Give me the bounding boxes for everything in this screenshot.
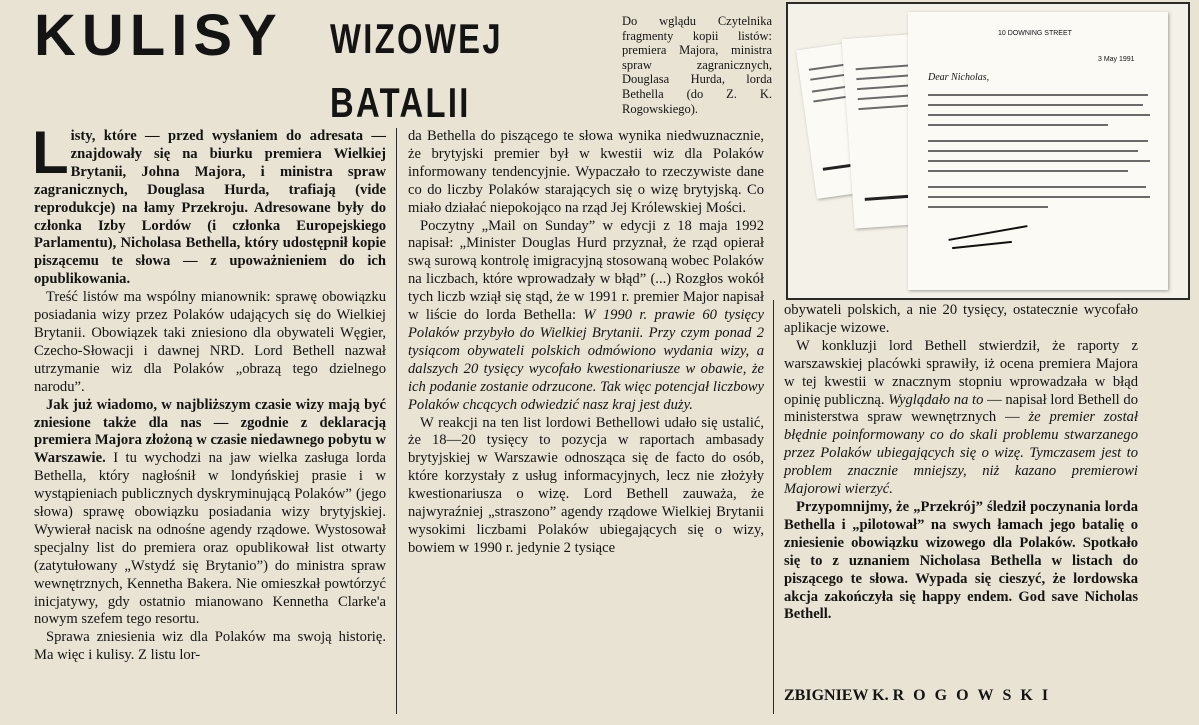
headline-word-wizowej: WIZOWEJ bbox=[330, 15, 503, 62]
paragraph: Poczytny „Mail on Sunday” w edycji z 18 maja 1992 napisał: „Minister Douglas Hurd przyznał, że rząd opierał swą surową kontrolę imigracyjną stosowaną wobec Polaków na liczbach, które wprowadzały w błąd” (...) Rozgłos wokół tych liczb wziął się stąd, że w 1991 r. premier Major napisał w liście do lorda Bethella: W 1990 r. prawie 60 tysięcy Polaków przybyło do Wielkiej Brytanii. Przy czym ponad 2 tysiącom obywateli polskich odmówiono wydania wizy, a dalszych 20 tysięcy wycofało kwestionariusze w obawie, że ich podanie zostanie odrzucone. Tak więc potencjał liczbowy Polaków chcących odwiedzić nasz kraj jest duży. bbox=[408, 217, 764, 413]
paragraph: Sprawa zniesienia wiz dla Polaków ma swoją historię. Ma więc i kulisy. Z listu lor- bbox=[34, 629, 386, 664]
headline-word-kulisy: KULISY bbox=[34, 3, 283, 68]
letter-date: 3 May 1991 bbox=[1098, 56, 1135, 63]
article-column-3 bbox=[784, 302, 1138, 624]
signature-mark bbox=[952, 241, 1012, 249]
paragraph: W reakcji na ten list lordowi Bethellowi udało się ustalić, że 18—20 tysięcy to pozycja w raportach ambasady brytyjskiej w Warszawie odnosząca się de facto do osób, które korzystały z usług informacyjnych, lecz nie złożyły kwestionariusza o wizę. Lord Bethell zauważa, że najwyraźniej „straszono” agendy rządowe Wielkiej Brytanii wysokimi liczbami Polaków ubiegających się o wizy, bowiem w 1990 r. jedynie 2 tysiące bbox=[408, 414, 764, 556]
column-rule bbox=[773, 300, 774, 714]
drop-cap: L bbox=[32, 119, 69, 186]
letter-page-front bbox=[908, 12, 1168, 290]
paragraph: Przypomnijmy, że „Przekrój” śledził poczynania lorda Bethella i „pilotował” na swych łamach jego batalię o zniesienie obowiązku wizowego dla Polaków. Spotkało się to z uznaniem Nicholasa Bethella w listach do piszącego te słowa. Wypada się cieszyć, że lordowska akcja zakończyła się happy endem. God save Nicholas Bethell. bbox=[784, 498, 1138, 623]
author-signature: ZBIGNIEW K. ROGOWSKI bbox=[784, 687, 1058, 704]
letterhead: 10 DOWNING STREET bbox=[998, 30, 1072, 37]
photo-caption: Do wglądu Czytelnika fragmenty kopii listów: premiera Majora, ministra spraw zagranicznych, Douglasa Hurda, lorda Bethella (do Z. K. Rogowskiego). bbox=[622, 14, 772, 116]
signature-mark bbox=[948, 225, 1027, 241]
article-column-1 bbox=[32, 119, 386, 665]
paragraph: W konkluzji lord Bethell stwierdził, że raporty z warszawskiej placówki sprawiły, iż ocena premiera Majora w tej kwestii w znacznym stopniu wprowadzała w błąd opinię publiczną. Wyglądało na to — napisał lord Bethell do ministerstwa spraw wewnętrznych — że premier został błędnie poinformowany co do skali problemu stwarzanego przez Polaków ubiegających się o wizę. Tymczasem jest to problem znacznie mniejszy, niż kazano premierowi Majorowi wierzyć. bbox=[784, 337, 1138, 498]
column-rule bbox=[396, 128, 397, 714]
paragraph: Treść listów ma wspólny mianownik: sprawę obowiązku posiadania wizy przez Polaków udających się do Wielkiej Brytanii. Obowiązek taki zniesiono dla obywateli Węgier, Czecho-Słowacji i dawnej NRD. Lord Bethell nazwał utrzymanie wiz dla Polaków „obrazą tego dzielnego narodu”. bbox=[34, 289, 386, 395]
paragraph: da Bethella do piszącego te słowa wynika niedwuznacznie, że brytyjski premier był w kwestii wiz dla Polaków informowany tendencyjnie. Wypaczało to rzeczywiste dane co do liczby Polaków starających się o wizę brytyjską. Co miało działać niepokojąco na rząd Jej Królewskiej Mości. bbox=[408, 128, 764, 216]
paragraph: obywateli polskich, a nie 20 tysięcy, ostatecznie wycofało aplikacje wizowe. bbox=[784, 302, 1138, 336]
headline-word-batalii: BATALII bbox=[330, 79, 471, 126]
article-column-2 bbox=[408, 128, 764, 558]
lead-paragraph: Listy, które — przed wysłaniem do adresata — znajdowały się na biurku premiera Wielkiej Brytanii, Johna Majora, i ministra spraw zagranicznych, Douglasa Hurda, trafiają (vide reprodukcje) na łamy Przekroju. Adresowane były do członka Izby Lordów (i członka Europejskiego Parlamentu), Nicholasa Bethella, który udostępnił kopie piszącemu te słowa — z upoważnieniem do ich opublikowania. bbox=[32, 119, 386, 288]
paragraph: Jak już wiadomo, w najbliższym czasie wizy mają być zniesione także dla nas — zgodnie z deklaracją premiera Majora złożoną w czasie niedawnego pobytu w Warszawie. I tu wychodzi na jaw wielka zasługa lorda Bethella, który nagłośnił w londyńskiej prasie i w wystąpieniach publicznych dyskryminującą Polaków” (jego słowa) sprawę obowiązku posiadania wizy brytyjskiej. Wywierał nacisk na odnośne agendy rządowe. Wystosował specjalny list do premiera oraz opublikował list otwarty (zatytułowany „Wstydź się Brytanio”) do ministra spraw wewnętrznych, Kennetha Bakera. Nie omieszkał powtórzyć inicjatywy, gdy ostatnio mianowano Kennetha Clarke'a nowym szefem tego resortu. bbox=[34, 396, 386, 628]
letters-photo bbox=[786, 2, 1190, 300]
letter-salutation: Dear Nicholas, bbox=[928, 72, 990, 83]
